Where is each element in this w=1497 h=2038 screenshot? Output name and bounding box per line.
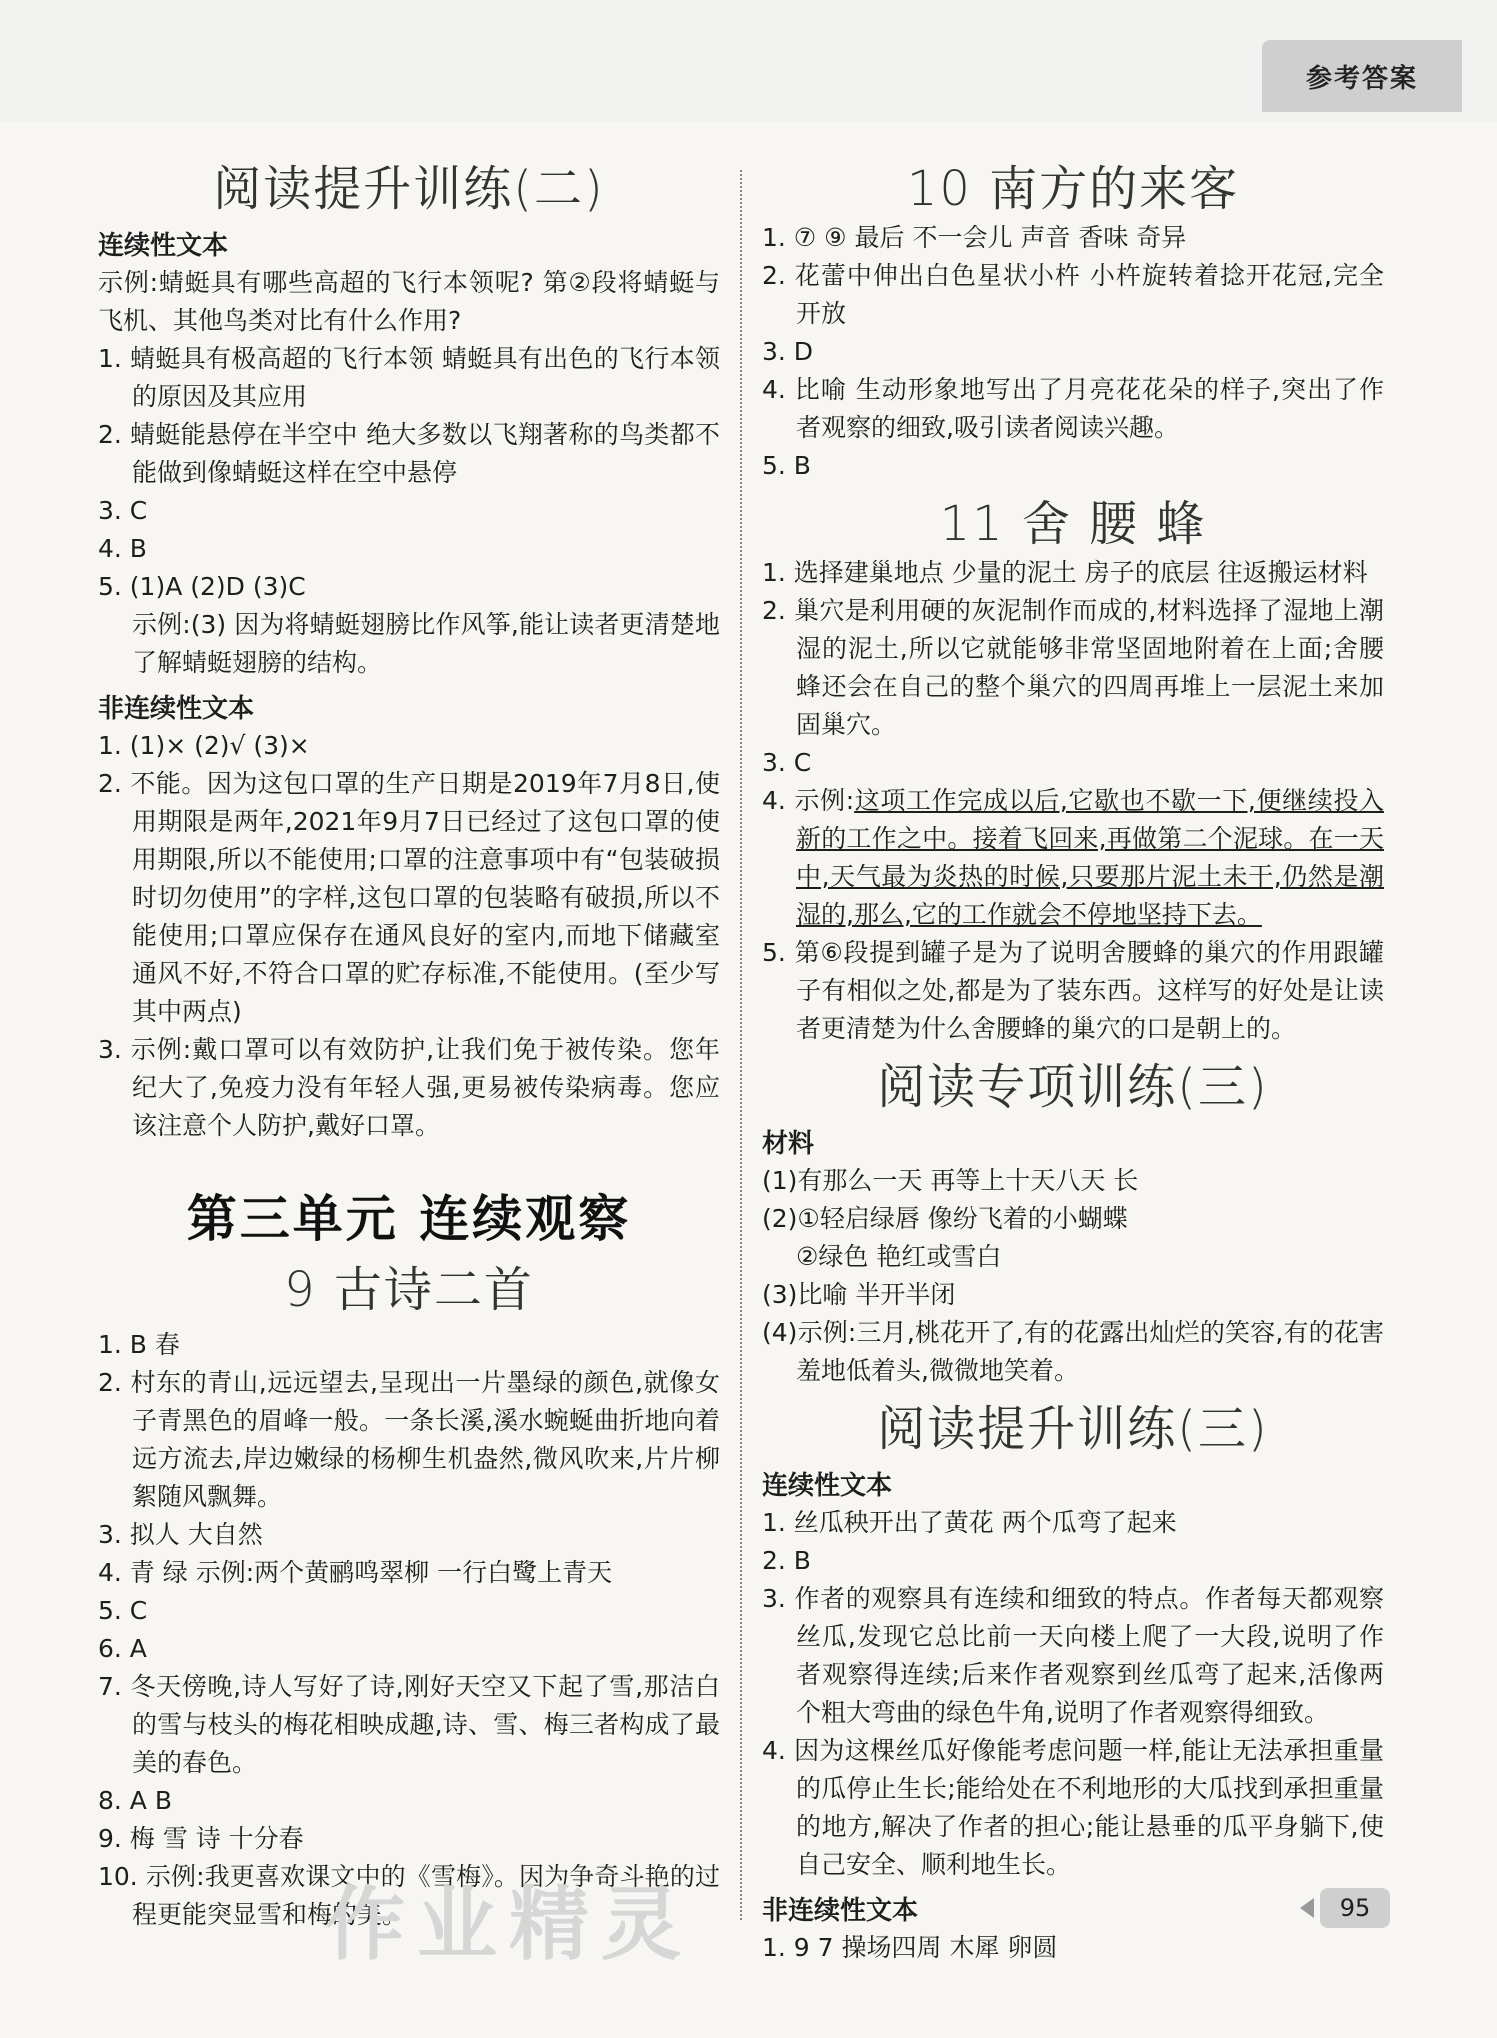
subsection-heading: 连续性文本	[762, 1471, 893, 1501]
section-title: 11 舍 腰 蜂	[939, 496, 1207, 552]
answer-line: 2. B	[762, 1546, 811, 1575]
answer-line: (1)有那么一天 再等上十天八天 长	[762, 1166, 1139, 1195]
answer-line: 10. 示例:我更喜欢课文中的《雪梅》。因为争奇斗艳的过程更能突显雪和梅的美。	[98, 1862, 720, 1929]
answer-line: 5. B	[762, 451, 811, 480]
watermark: 作业精灵	[325, 1878, 693, 1971]
answer-line: 3. C	[98, 496, 148, 525]
underlined-excerpt: 这项工作完成以后,它歇也不歇一下,便继续投入新的工作之中。接着飞回来,再做第二个泥球。在一天中,天气最为炎热的时候,只要那片泥土未干,仍然是潮湿的,那么,它的工作就会不停地坚持下去。	[796, 786, 1384, 929]
answer-line: 4. 因为这棵丝瓜好像能考虑问题一样,能让无法承担重量的瓜停止生长;能给处在不利地形的大瓜找到承担重量的地方,解决了作者的担心;能让悬垂的瓜平身躺下,使自己安全、顺利地生长。	[762, 1736, 1384, 1879]
answer-line: 2. 花蕾中伸出白色星状小杵 小杵旋转着捻开花冠,完全开放	[762, 261, 1384, 328]
section-title: 阅读专项训练(三)	[877, 1059, 1269, 1115]
answer-line: 3. C	[762, 748, 812, 777]
section-title: 阅读提升训练(三)	[877, 1401, 1269, 1457]
answer-line: 2. 巢穴是利用硬的灰泥制作而成的,材料选择了湿地上潮湿的泥土,所以它就能够非常坚固地附着在上面;舍腰蜂还会在自己的整个巢穴的四周再堆上一层泥土来加固巢穴。	[762, 596, 1384, 739]
answer-line: 1. 蜻蜓具有极高超的飞行本领 蜻蜓具有出色的飞行本领的原因及其应用	[98, 344, 720, 411]
page-number: 95	[1320, 1888, 1390, 1928]
answer-line: (2)①轻启绿唇 像纷飞着的小蝴蝶	[762, 1204, 1128, 1233]
column-divider	[740, 170, 742, 1920]
section-title: 阅读提升训练(二)	[213, 161, 605, 217]
answer-line: 6. A	[98, 1634, 147, 1663]
answer-line: 2. 蜻蜓能悬停在半空中 绝大多数以飞翔著称的鸟类都不能做到像蜻蜓这样在空中悬停	[98, 420, 720, 487]
answer-line: (3)比喻 半开半闭	[762, 1280, 956, 1309]
answer-line: 7. 冬天傍晚,诗人写好了诗,刚好天空又下起了雪,那洁白的雪与枝头的梅花相映成趣,诗、雪、梅三者构成了最美的春色。	[98, 1672, 720, 1777]
section-title: 9 古诗二首	[284, 1262, 534, 1318]
answer-number: 4. 示例:	[762, 786, 855, 815]
answer-line: 4. 青 绿 示例:两个黄鹂鸣翠柳 一行白鹭上青天	[98, 1558, 613, 1587]
section-title: 10 南方的来客	[906, 161, 1240, 217]
answer-line: 2. 村东的青山,远远望去,呈现出一片墨绿的颜色,就像女子青黑色的眉峰一般。一条长溪,溪水蜿蜒曲折地向着远方流去,岸边嫩绿的杨柳生机盎然,微风吹来,片片柳絮随风飘舞。	[98, 1368, 720, 1511]
right-column	[762, 150, 1384, 1967]
answer-line: 5. 第⑥段提到罐子是为了说明舍腰蜂的巢穴的作用跟罐子有相似之处,都是为了装东西。这样写的好处是让读者更清楚为什么舍腰蜂的巢穴的口是朝上的。	[762, 938, 1384, 1043]
answer-line: 示例:蜻蜓具有哪些高超的飞行本领呢? 第②段将蜻蜓与飞机、其他鸟类对比有什么作用?	[98, 268, 720, 335]
answer-line: ②绿色 艳红或雪白	[796, 1242, 1002, 1271]
subsection-heading: 非连续性文本	[762, 1896, 919, 1926]
left-column	[98, 150, 720, 1934]
answer-line	[762, 782, 1384, 934]
answer-line: 3. 示例:戴口罩可以有效防护,让我们免于被传染。您年纪大了,免疫力没有年轻人强,更易被传染病毒。您应该注意个人防护,戴好口罩。	[98, 1035, 720, 1140]
answer-line: 1. (1)× (2)√ (3)×	[98, 731, 310, 760]
answer-key-tab: 参考答案	[1262, 40, 1462, 112]
arrow-left-icon	[1300, 1898, 1314, 1918]
answer-line: 1. 丝瓜秧开出了黄花 两个瓜弯了起来	[762, 1508, 1177, 1537]
answer-line: 5. (1)A (2)D (3)C	[98, 572, 306, 601]
unit-title: 第三单元 连续观察	[186, 1190, 632, 1248]
answer-line: 1. B 春	[98, 1330, 180, 1359]
answer-line: 4. B	[98, 534, 147, 563]
answer-line: 1. ⑦ ⑨ 最后 不一会儿 声音 香味 奇异	[762, 223, 1187, 252]
answer-line: 3. 拟人 大自然	[98, 1520, 263, 1549]
answer-line: 2. 不能。因为这包口罩的生产日期是2019年7月8日,使用期限是两年,2021年9月7日已经过了这包口罩的使用期限,所以不能使用;口罩的注意事项中有“包装破损时切勿使用”的字样,这包口罩的包装略有破损,所以不能使用;口罩应保存在通风良好的室内,而地下储藏室通风不好,不符合口罩的贮存标准,不能使用。(至少写其中两点)	[98, 769, 720, 1026]
answer-line: 3. D	[762, 337, 814, 366]
subsection-heading: 非连续性文本	[98, 694, 255, 724]
answer-line: 示例:(3) 因为将蜻蜓翅膀比作风筝,能让读者更清楚地了解蜻蜓翅膀的结构。	[132, 610, 720, 677]
answer-line: 8. A B	[98, 1786, 172, 1815]
answer-line: 1. 选择建巢地点 少量的泥土 房子的底层 往返搬运材料	[762, 558, 1368, 587]
answer-line: 1. 9 7 操场四周 木犀 卵圆	[762, 1933, 1058, 1962]
answer-line: 3. 作者的观察具有连续和细致的特点。作者每天都观察丝瓜,发现它总比前一天向楼上爬了一大段,说明了作者观察得连续;后来作者观察到丝瓜弯了起来,活像两个粗大弯曲的绿色牛角,说明了作者观察得细致。	[762, 1584, 1384, 1727]
answer-line: 5. C	[98, 1596, 148, 1625]
answer-line: 9. 梅 雪 诗 十分春	[98, 1824, 304, 1853]
answer-line: (4)示例:三月,桃花开了,有的花露出灿烂的笑容,有的花害羞地低着头,微微地笑着。	[762, 1318, 1384, 1385]
subsection-heading: 连续性文本	[98, 231, 229, 261]
answer-line: 4. 比喻 生动形象地写出了月亮花花朵的样子,突出了作者观察的细致,吸引读者阅读兴趣。	[762, 375, 1384, 442]
subsection-heading: 材料	[762, 1129, 815, 1159]
